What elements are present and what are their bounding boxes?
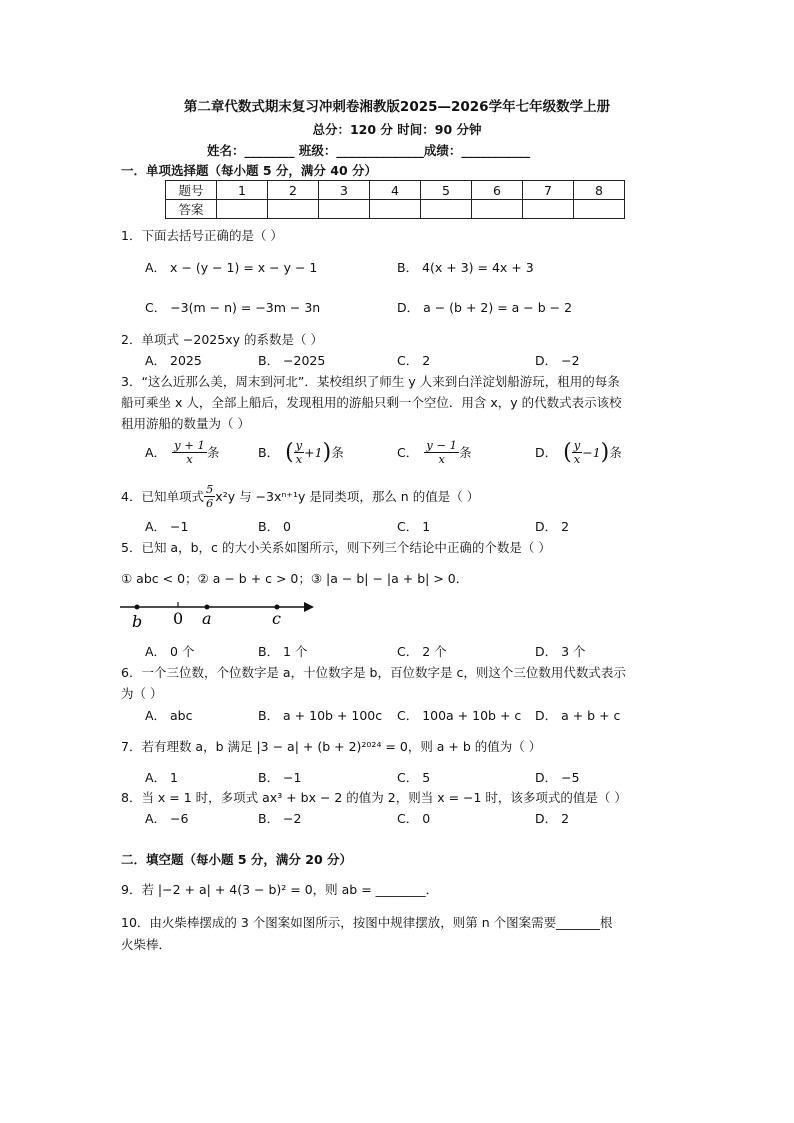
answer-cell[interactable] <box>370 200 421 219</box>
label-b: b <box>132 612 143 631</box>
q7-stem: 7．若有理数 a，b 满足 |3 − a| + (b + 2)²⁰²⁴ = 0，则 a + b 的值为（ ） <box>121 739 542 754</box>
q1-option-d: D． a − (b + 2) = a − b − 2 <box>397 300 573 315</box>
fraction: $\frac{y}{x}$ <box>573 437 581 466</box>
q7-option-b: B． −1 <box>258 770 302 785</box>
q9-stem: 9．若 |−2 + a| + 4(3 − b)² = 0，则 ab = ________． <box>121 882 439 897</box>
section-2-heading: 二．填空题（每小题 5 分，满分 20 分） <box>121 852 353 867</box>
q1-option-b: B． 4(x + 3) = 4x + 3 <box>397 260 534 275</box>
q3-stem-line-3: 租用游船的数量为（ ） <box>121 416 250 431</box>
answer-cell[interactable] <box>523 200 574 219</box>
fraction: $\frac{y}{x}$ <box>295 437 303 466</box>
q1-option-a: A． x − (y − 1) = x − y − 1 <box>145 260 318 275</box>
q2-option-c: C． 2 <box>397 353 431 368</box>
q5-statements: ① abc < 0；② a − b + c > 0；③ |a − b| − |a + b| > 0． <box>121 571 469 586</box>
q4-option-d: D． 2 <box>535 519 570 534</box>
table-cell: 4 <box>370 181 421 200</box>
answer-table-header-row <box>166 181 625 200</box>
q4-stem <box>121 480 479 512</box>
q1-option-c: C． −3(m − n) = −3m − 3n <box>145 300 321 315</box>
fraction: $\frac{y + 1}{x}$ <box>174 437 205 466</box>
table-cell: 7 <box>523 181 574 200</box>
table-cell: 题号 <box>166 181 217 200</box>
unit-label: 条 <box>459 445 472 460</box>
q6-stem-line-2: 为（ ） <box>121 686 163 701</box>
q3-stem-line-1: 3．“这么近那么美，周末到河北”．某校组织了师生 y 人来到白洋淀划船游玩，租用的每条 <box>121 374 620 389</box>
unit-label: 条 <box>206 445 220 460</box>
unit-label: 条 <box>331 445 344 460</box>
answer-table-answer-row <box>166 200 625 219</box>
answer-cell[interactable] <box>268 200 319 219</box>
q3-option-c <box>397 434 472 470</box>
answer-cell[interactable] <box>319 200 370 219</box>
table-cell: 8 <box>574 181 625 200</box>
q5-stem: 5．已知 a，b，c 的大小关系如图所示，则下列三个结论中正确的个数是（ ） <box>121 540 551 555</box>
q8-option-d: D． 2 <box>535 811 570 826</box>
q3-option-b: B． ( $\frac{y}{x}$ +1 ) 条 <box>258 437 344 466</box>
q6-stem-line-1: 6．一个三位数，个位数字是 a，十位数字是 b，百位数字是 c，则这个三位数用代数式表示 <box>121 665 626 680</box>
q7-option-c: C． 5 <box>397 770 431 785</box>
q4-option-c: C． 1 <box>397 519 431 534</box>
q5-option-b: B． 1 个 <box>258 644 308 659</box>
number-line <box>118 592 328 632</box>
table-cell: 5 <box>421 181 472 200</box>
q4-option-b: B． 0 <box>258 519 292 534</box>
option-letter: C． <box>397 445 419 460</box>
q8-option-a: A． −6 <box>145 811 189 826</box>
q6-option-b: B． a + 10b + 100c <box>258 708 383 723</box>
q8-option-c: C． 0 <box>397 811 431 826</box>
answer-cell[interactable] <box>472 200 523 219</box>
q1-stem: 1．下面去括号正确的是（ ） <box>121 228 283 243</box>
q10-stem-line-2: 火柴棒． <box>121 937 172 952</box>
label-a: a <box>202 609 212 628</box>
q10-stem-line-1: 10．由火柴棒摆成的 3 个图案如图所示，按图中规律摆放，则第 n 个图案需要_______根 <box>121 915 613 930</box>
q5-option-a: A． 0 个 <box>145 644 195 659</box>
answer-cell[interactable] <box>574 200 625 219</box>
option-letter: B． <box>258 445 280 460</box>
section-1-heading: 一．单项选择题（每小题 5 分，满分 40 分） <box>121 163 378 178</box>
point-b <box>135 605 140 610</box>
table-cell: 2 <box>268 181 319 200</box>
q6-option-c: C． 100a + 10b + c <box>397 708 522 723</box>
table-cell: 6 <box>472 181 523 200</box>
q3-stem-line-2: 船可乘坐 x 人，全部上船后，发现租用的游船只剩一个空位．用含 x，y 的代数式表示该校 <box>121 395 622 410</box>
q2-stem: 2．单项式 −2025xy 的系数是（ ） <box>121 332 323 347</box>
q7-option-a: A． 1 <box>145 770 178 785</box>
q3-option-d: D． ( $\frac{y}{x}$ −1 ) 条 <box>535 437 622 466</box>
q6-option-d: D． a + b + c <box>535 708 621 723</box>
q5-option-d: D． 3 个 <box>535 644 586 659</box>
option-letter: D． <box>535 445 558 460</box>
q4-stem-rest: x²y 与 −3xⁿ⁺¹y 是同类项，那么 n 的值是（ ） <box>215 489 480 504</box>
q3-option-a <box>145 434 219 470</box>
q2-option-d: D． −2 <box>535 353 580 368</box>
q4-option-a: A． −1 <box>145 519 189 534</box>
table-cell: 3 <box>319 181 370 200</box>
table-cell: 答案 <box>166 200 217 219</box>
answer-table <box>165 180 625 219</box>
fraction: $\frac{5}{6}$ <box>205 481 214 510</box>
table-cell: 1 <box>217 181 268 200</box>
q7-option-d: D． −5 <box>535 770 580 785</box>
exam-meta: 总分：120 分 时间：90 分钟 <box>312 122 482 137</box>
label-zero: 0 <box>173 609 184 628</box>
fraction: $\frac{y - 1}{x}$ <box>426 437 457 466</box>
answer-cell[interactable] <box>217 200 268 219</box>
q8-option-b: B． −2 <box>258 811 302 826</box>
q2-option-b: B． −2025 <box>258 353 326 368</box>
unit-label: 条 <box>609 445 622 460</box>
q4-stem-prefix: 4．已知单项式 <box>121 489 204 504</box>
arrow-icon <box>304 602 314 612</box>
label-c: c <box>272 609 281 628</box>
option-letter: A． <box>145 445 167 460</box>
answer-cell[interactable] <box>421 200 472 219</box>
student-info-line: 姓名：________ 班级：______________成绩：___________ <box>207 143 531 158</box>
q6-option-a: A． abc <box>145 708 193 723</box>
q8-stem: 8．当 x = 1 时，多项式 ax³ + bx − 2 的值为 2，则当 x = −1 时，该多项式的值是（ ） <box>121 790 627 805</box>
q5-option-c: C． 2 个 <box>397 644 447 659</box>
page-title: 第二章代数式期末复习冲刺卷湘教版2025—2026学年七年级数学上册 <box>183 99 611 115</box>
q2-option-a: A． 2025 <box>145 353 202 368</box>
